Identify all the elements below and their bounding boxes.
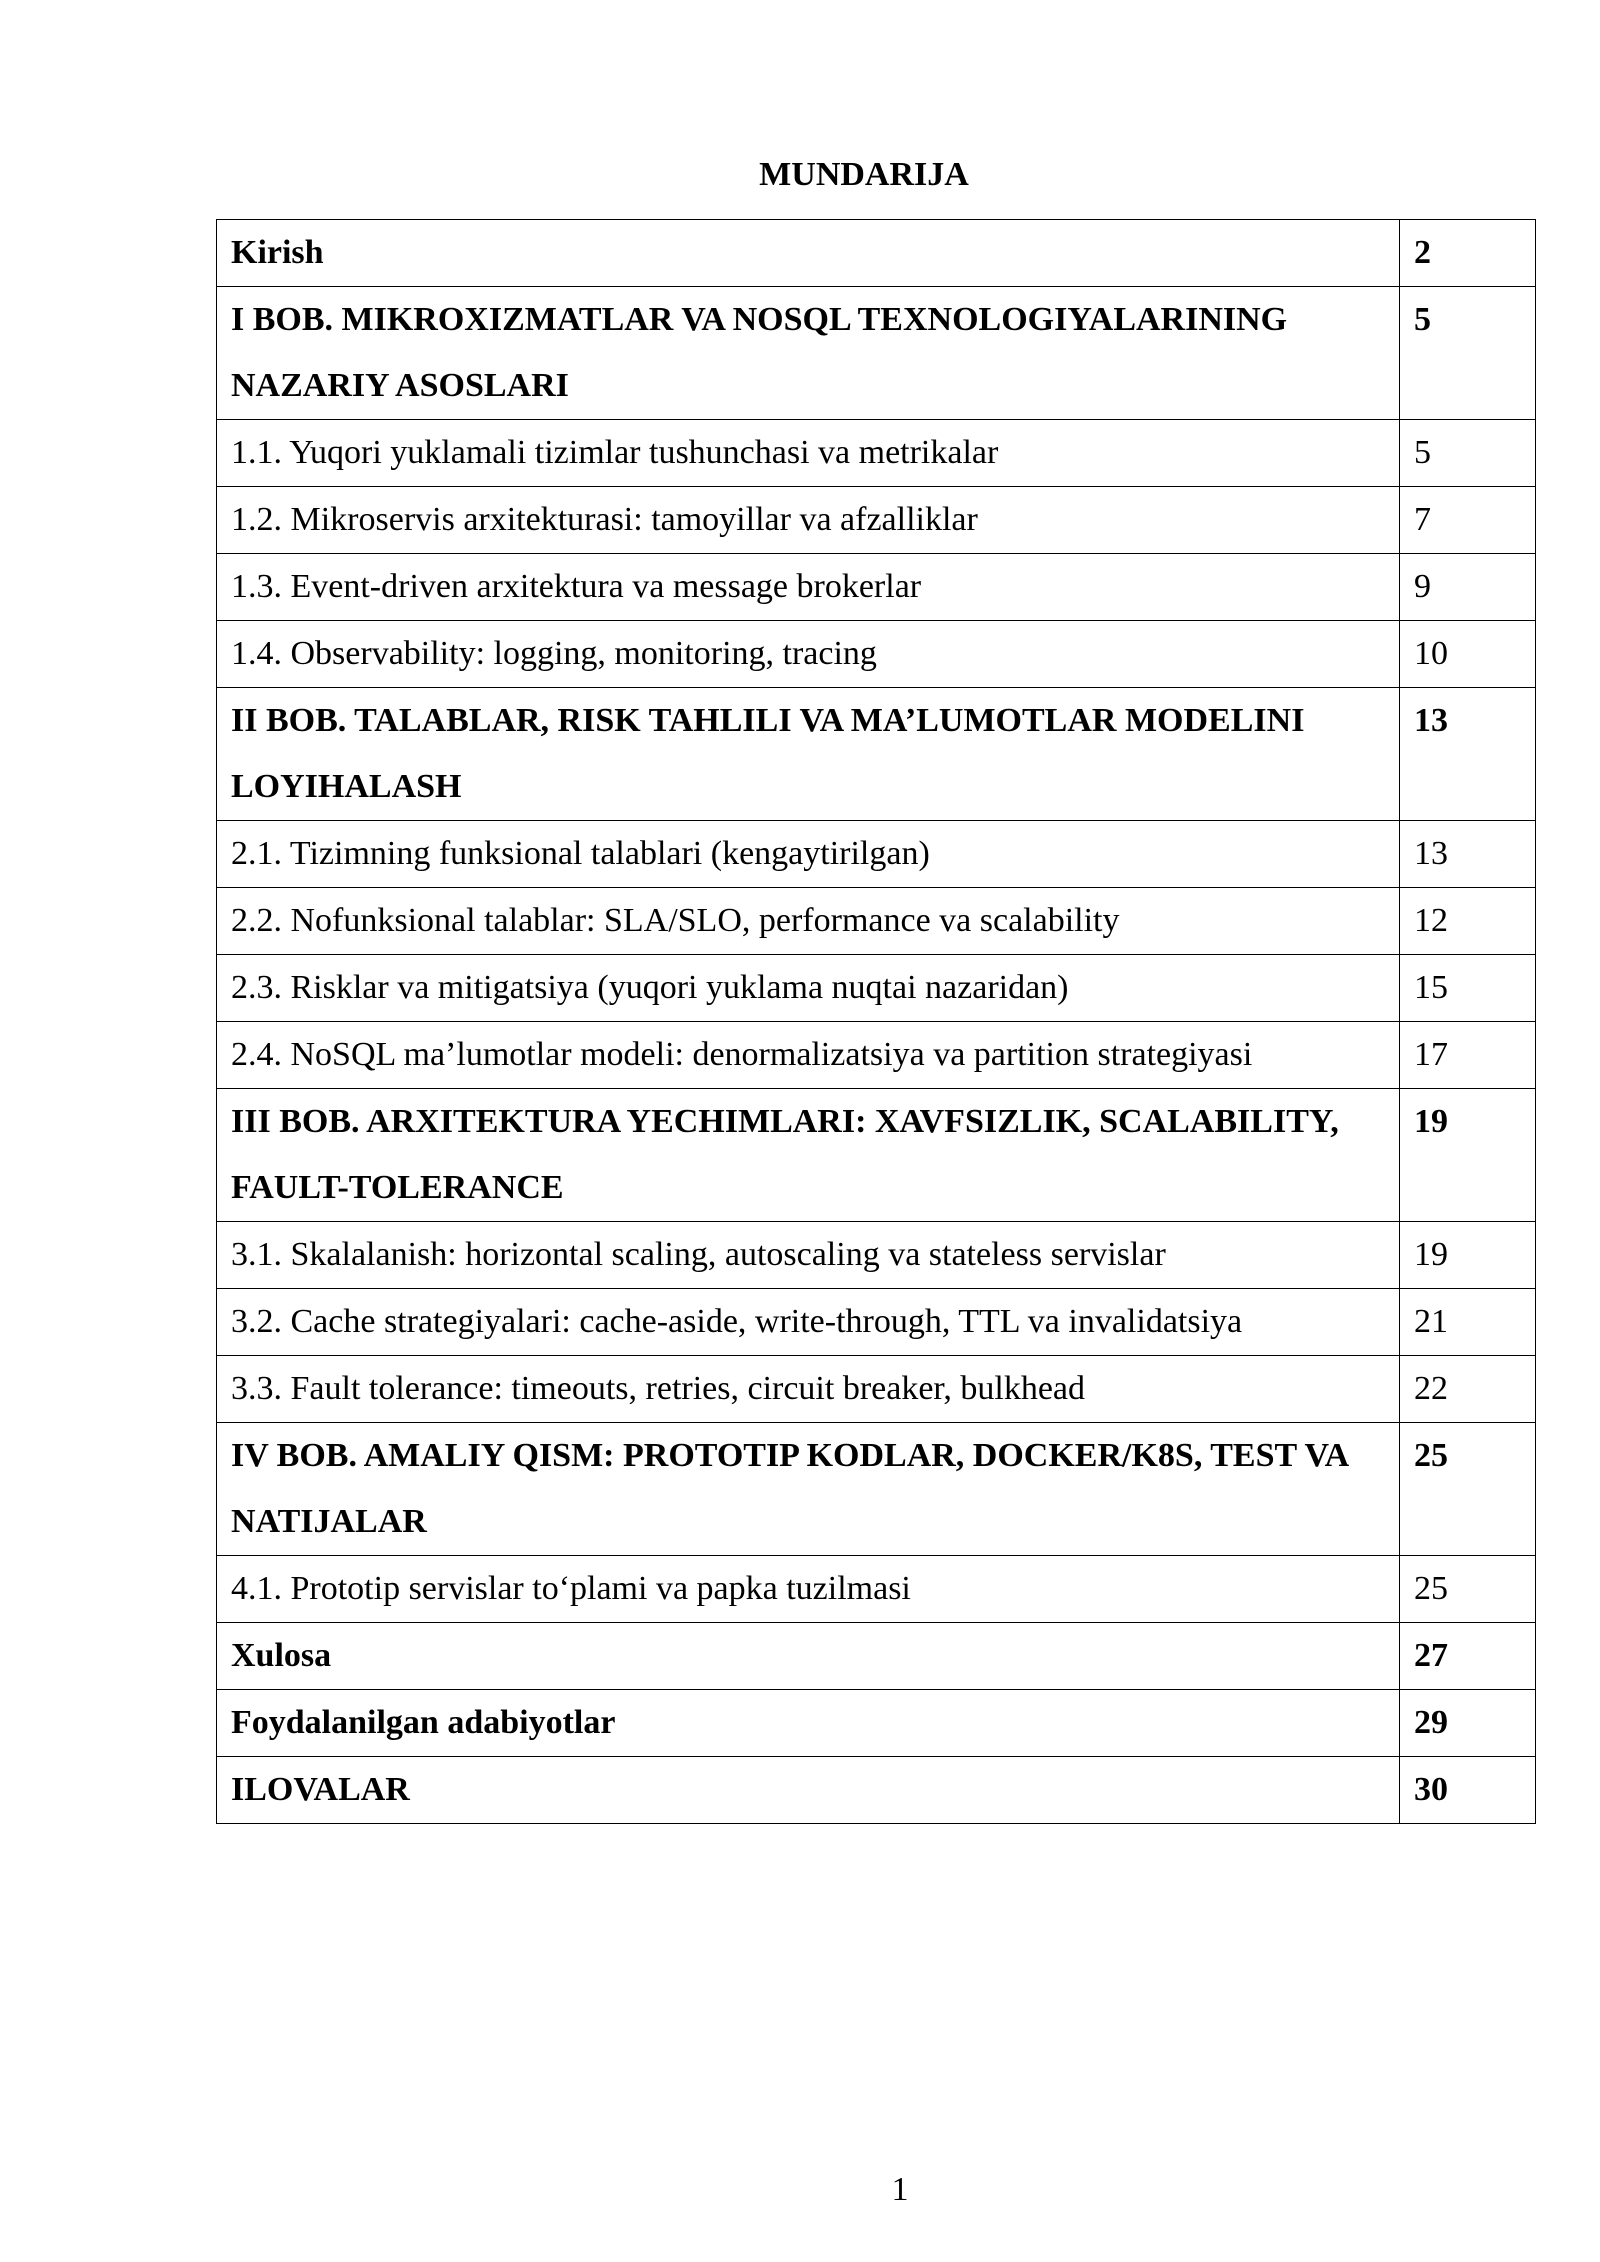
toc-row[interactable] <box>217 688 1536 821</box>
toc-row[interactable] <box>217 1222 1536 1289</box>
toc-entry-label: 4.1. Prototip servislar to‘plami va papka tuzilmasi <box>217 1556 1400 1623</box>
toc-row[interactable] <box>217 821 1536 888</box>
toc-row[interactable] <box>217 1556 1536 1623</box>
toc-entry-label: 1.2. Mikroservis arxitekturasi: tamoyillar va afzalliklar <box>217 487 1400 554</box>
toc-entry-page: 7 <box>1400 487 1536 554</box>
toc-entry-label: 2.1. Tizimning funksional talablari (kengaytirilgan) <box>217 821 1400 888</box>
toc-entry-page: 25 <box>1400 1556 1536 1623</box>
toc-row[interactable] <box>217 1757 1536 1824</box>
toc-entry-page: 5 <box>1400 420 1536 487</box>
toc-entry-page: 21 <box>1400 1289 1536 1356</box>
toc-entry-label: 1.3. Event-driven arxitektura va message brokerlar <box>217 554 1400 621</box>
toc-entry-label: IV BOB. AMALIY QISM: PROTOTIP KODLAR, DOCKER/K8S, TEST VA NATIJALAR <box>217 1423 1400 1556</box>
toc-entry-label: 2.2. Nofunksional talablar: SLA/SLO, performance va scalability <box>217 888 1400 955</box>
page-title: MUNDARIJA <box>759 156 969 193</box>
toc-row[interactable] <box>217 1690 1536 1757</box>
toc-entry-label: 2.4. NoSQL ma’lumotlar modeli: denormalizatsiya va partition strategiyasi <box>217 1022 1400 1089</box>
toc-entry-label: 3.2. Cache strategiyalari: cache-aside, write-through, TTL va invalidatsiya <box>217 1289 1400 1356</box>
page-number: 1 <box>891 2171 909 2208</box>
toc-row[interactable] <box>217 420 1536 487</box>
toc-entry-page: 10 <box>1400 621 1536 688</box>
toc-entry-label: 3.3. Fault tolerance: timeouts, retries, circuit breaker, bulkhead <box>217 1356 1400 1423</box>
toc-entry-page: 12 <box>1400 888 1536 955</box>
toc-entry-page: 27 <box>1400 1623 1536 1690</box>
toc-entry-label: III BOB. ARXITEKTURA YECHIMLARI: XAVFSIZLIK, SCALABILITY, FAULT-TOLERANCE <box>217 1089 1400 1222</box>
toc-entry-page: 19 <box>1400 1222 1536 1289</box>
toc-entry-label: 2.3. Risklar va mitigatsiya (yuqori yuklama nuqtai nazaridan) <box>217 955 1400 1022</box>
toc-entry-page: 13 <box>1400 821 1536 888</box>
toc-row[interactable] <box>217 1356 1536 1423</box>
toc-row[interactable] <box>217 955 1536 1022</box>
toc-row[interactable] <box>217 1289 1536 1356</box>
toc-row[interactable] <box>217 888 1536 955</box>
toc-entry-label: 3.1. Skalalanish: horizontal scaling, autoscaling va stateless servislar <box>217 1222 1400 1289</box>
toc-entry-label: 1.1. Yuqori yuklamali tizimlar tushunchasi va metrikalar <box>217 420 1400 487</box>
toc-entry-label: 1.4. Observability: logging, monitoring, tracing <box>217 621 1400 688</box>
toc-entry-label: I BOB. MIKROXIZMATLAR VA NOSQL TEXNOLOGIYALARINING NAZARIY ASOSLARI <box>217 287 1400 420</box>
toc-entry-page: 2 <box>1400 220 1536 287</box>
toc-row[interactable] <box>217 287 1536 420</box>
toc-entry-label: Kirish <box>217 220 1400 287</box>
toc-entry-page: 30 <box>1400 1757 1536 1824</box>
toc-entry-page: 15 <box>1400 955 1536 1022</box>
toc-entry-page: 19 <box>1400 1089 1536 1222</box>
toc-entry-page: 29 <box>1400 1690 1536 1757</box>
toc-row[interactable] <box>217 487 1536 554</box>
toc-entry-page: 17 <box>1400 1022 1536 1089</box>
toc-entry-page: 5 <box>1400 287 1536 420</box>
toc-entry-page: 25 <box>1400 1423 1536 1556</box>
toc-entry-label: II BOB. TALABLAR, RISK TAHLILI VA MA’LUMOTLAR MODELINI LOYIHALASH <box>217 688 1400 821</box>
toc-entry-label: ILOVALAR <box>217 1757 1400 1824</box>
toc-row[interactable] <box>217 1089 1536 1222</box>
toc-row[interactable] <box>217 220 1536 287</box>
toc-row[interactable] <box>217 1623 1536 1690</box>
toc-entry-page: 9 <box>1400 554 1536 621</box>
toc-row[interactable] <box>217 621 1536 688</box>
toc-row[interactable] <box>217 1022 1536 1089</box>
toc-row[interactable] <box>217 554 1536 621</box>
toc-entry-page: 22 <box>1400 1356 1536 1423</box>
toc-entry-label: Foydalanilgan adabiyotlar <box>217 1690 1400 1757</box>
toc-entry-page: 13 <box>1400 688 1536 821</box>
table-of-contents <box>216 219 1536 1824</box>
toc-entry-label: Xulosa <box>217 1623 1400 1690</box>
toc-row[interactable] <box>217 1423 1536 1556</box>
